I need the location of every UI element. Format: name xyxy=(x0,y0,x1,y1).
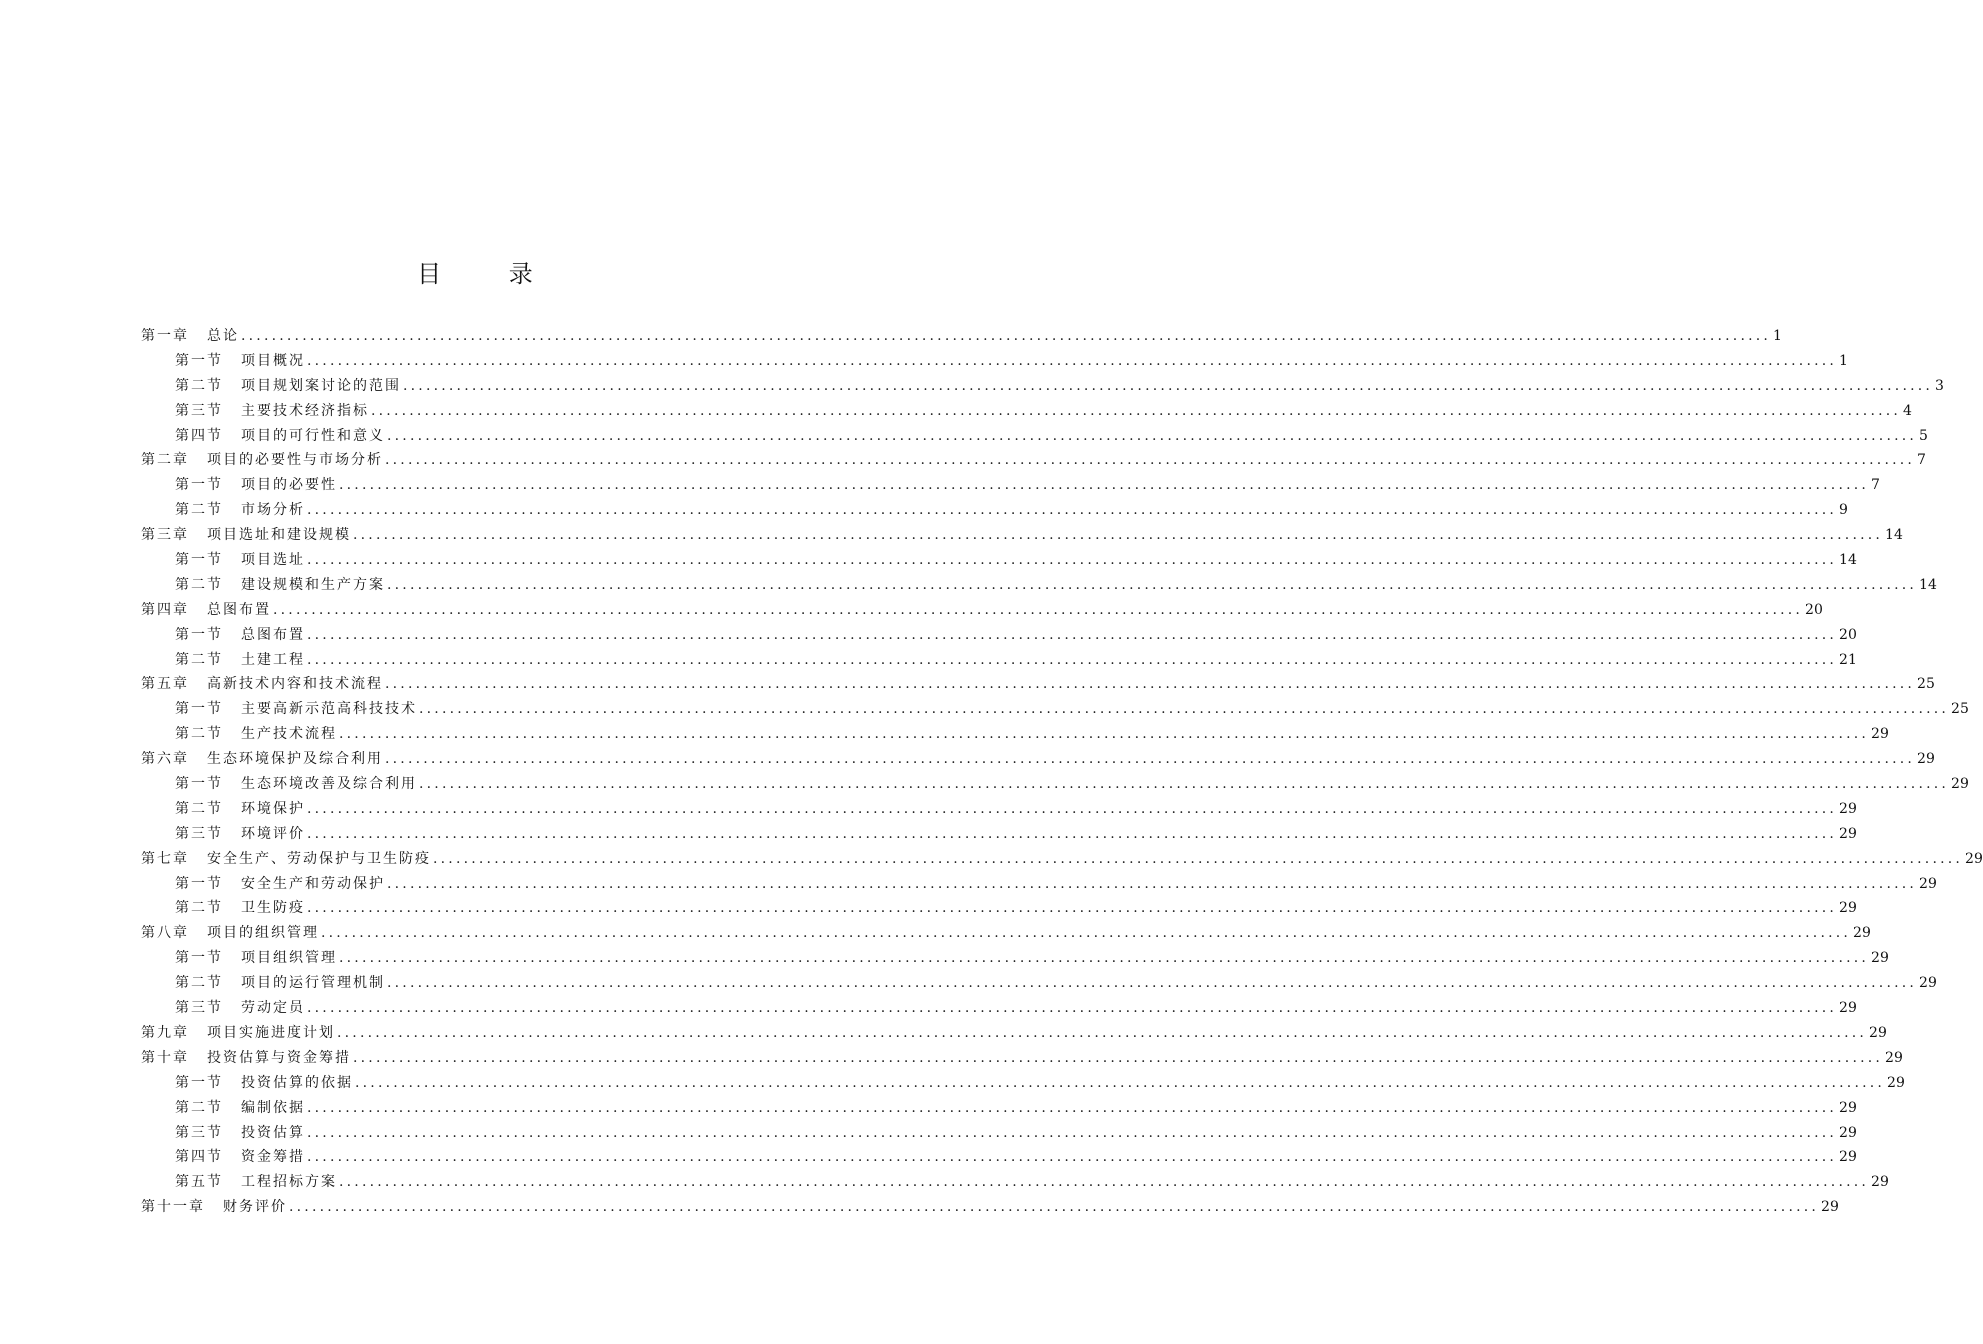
toc-entry-title: 资金筹措 xyxy=(241,1149,305,1166)
toc-section-entry[interactable] xyxy=(141,996,1857,1021)
toc-entry-number: 第四章 xyxy=(141,601,189,618)
toc-entry-number: 第七章 xyxy=(141,850,189,867)
toc-entry-number: 第六章 xyxy=(141,751,189,768)
toc-entry-number: 第三节 xyxy=(175,825,223,842)
toc-entry-number: 第二节 xyxy=(175,377,223,394)
toc-section-entry[interactable] xyxy=(141,1145,1857,1170)
toc-dot-leader: ........................................................................................................................................................................................................ xyxy=(307,1099,1838,1116)
toc-entry-number: 第一节 xyxy=(175,701,223,718)
toc-chapter-entry[interactable] xyxy=(141,1021,1887,1046)
toc-page-number: 29 xyxy=(1839,1124,1857,1141)
toc-entry-number: 第二节 xyxy=(175,502,223,519)
toc-entry-title: 项目实施进度计划 xyxy=(207,1024,335,1041)
toc-dot-leader: ........................................................................................................................................................................................................ xyxy=(385,676,1916,693)
page-title: 目 录 xyxy=(417,260,563,288)
toc-dot-leader: ........................................................................................................................................................................................................ xyxy=(307,502,1838,519)
toc-section-entry[interactable] xyxy=(141,623,1857,648)
toc-entry-title: 工程招标方案 xyxy=(241,1174,337,1191)
toc-entry-number: 第二章 xyxy=(141,452,189,469)
toc-page-number: 25 xyxy=(1951,701,1969,718)
toc-entry-title: 财务评价 xyxy=(223,1199,287,1216)
toc-dot-leader: ........................................................................................................................................................................................................ xyxy=(307,800,1838,817)
toc-page-number: 29 xyxy=(1919,875,1937,892)
toc-entry-number: 第二节 xyxy=(175,726,223,743)
toc-page-number: 14 xyxy=(1919,576,1937,593)
toc-entry-number: 第一节 xyxy=(175,1074,223,1091)
toc-entry-title: 总论 xyxy=(207,328,239,344)
toc-entry-number: 第一节 xyxy=(175,875,223,892)
toc-dot-leader: ........................................................................................................................................................................................................ xyxy=(307,626,1838,643)
toc-entry-title: 项目的可行性和意义 xyxy=(241,427,385,444)
toc-entry-title: 环境保护 xyxy=(241,800,305,817)
toc-page-number: 29 xyxy=(1919,975,1937,992)
toc-section-entry[interactable] xyxy=(141,374,1944,399)
toc-entry-number: 第二节 xyxy=(175,975,223,992)
toc-entry-number: 第一节 xyxy=(175,626,223,643)
toc-entry-title: 高新技术内容和技术流程 xyxy=(207,676,383,693)
toc-dot-leader: ........................................................................................................................................................................................................ xyxy=(339,726,1870,743)
toc-entry-number: 第二节 xyxy=(175,800,223,817)
toc-entry-number: 第三章 xyxy=(141,527,189,544)
toc-page-number: 14 xyxy=(1885,527,1903,544)
toc-entry-title: 项目的必要性 xyxy=(241,477,337,494)
table-of-contents xyxy=(141,324,1983,1220)
toc-section-entry[interactable] xyxy=(141,1096,1857,1121)
toc-section-entry[interactable] xyxy=(141,872,1937,897)
toc-dot-leader: ........................................................................................................................................................................................................ xyxy=(307,1000,1838,1017)
toc-section-entry[interactable] xyxy=(141,349,1848,374)
toc-entry-title: 主要技术经济指标 xyxy=(241,402,369,419)
toc-dot-leader: ........................................................................................................................................................................................................ xyxy=(241,328,1772,344)
toc-section-entry[interactable] xyxy=(141,772,1969,797)
toc-entry-title: 安全生产和劳动保护 xyxy=(241,875,385,892)
toc-section-entry[interactable] xyxy=(141,548,1857,573)
toc-entry-number: 第四节 xyxy=(175,1149,223,1166)
toc-entry-title: 项目选址 xyxy=(241,552,305,569)
toc-chapter-entry[interactable] xyxy=(141,324,1782,349)
toc-page-number: 9 xyxy=(1839,502,1848,519)
toc-entry-title: 市场分析 xyxy=(241,502,305,519)
toc-entry-title: 项目的必要性与市场分析 xyxy=(207,452,383,469)
toc-chapter-entry[interactable] xyxy=(141,1046,1903,1071)
toc-chapter-entry[interactable] xyxy=(141,448,1926,473)
toc-entry-number: 第二节 xyxy=(175,576,223,593)
toc-page-number: 20 xyxy=(1805,601,1823,618)
toc-entry-title: 总图布置 xyxy=(207,601,271,618)
toc-dot-leader: ........................................................................................................................................................................................................ xyxy=(337,1024,1868,1041)
toc-entry-number: 第二节 xyxy=(175,651,223,668)
toc-dot-leader: ........................................................................................................................................................................................................ xyxy=(387,427,1918,444)
toc-entry-title: 投资估算的依据 xyxy=(241,1074,353,1091)
toc-entry-number: 第三节 xyxy=(175,1000,223,1017)
toc-page-number: 14 xyxy=(1839,552,1857,569)
toc-page-number: 29 xyxy=(1821,1199,1839,1216)
toc-page-number: 29 xyxy=(1839,900,1857,917)
toc-entry-title: 安全生产、劳动保护与卫生防疫 xyxy=(207,850,431,867)
toc-entry-title: 主要高新示范高科技技术 xyxy=(241,701,417,718)
toc-section-entry[interactable] xyxy=(141,424,1928,449)
toc-dot-leader: ........................................................................................................................................................................................................ xyxy=(307,552,1838,569)
toc-dot-leader: ........................................................................................................................................................................................................ xyxy=(353,527,1884,544)
toc-entry-title: 生态环境改善及综合利用 xyxy=(241,776,417,793)
toc-dot-leader: ........................................................................................................................................................................................................ xyxy=(387,975,1918,992)
toc-section-entry[interactable] xyxy=(141,399,1912,424)
toc-dot-leader: ........................................................................................................................................................................................................ xyxy=(339,477,1870,494)
toc-entry-number: 第八章 xyxy=(141,925,189,942)
toc-dot-leader: ........................................................................................................................................................................................................ xyxy=(355,1074,1886,1091)
toc-dot-leader: ........................................................................................................................................................................................................ xyxy=(385,452,1916,469)
toc-section-entry[interactable] xyxy=(141,822,1857,847)
toc-page-number: 7 xyxy=(1917,452,1926,469)
toc-dot-leader: ........................................................................................................................................................................................................ xyxy=(433,850,1964,867)
toc-entry-title: 项目概况 xyxy=(241,352,305,369)
toc-page-number: 1 xyxy=(1773,328,1782,344)
toc-section-entry[interactable] xyxy=(141,697,1969,722)
toc-entry-title: 劳动定员 xyxy=(241,1000,305,1017)
toc-page-number: 29 xyxy=(1871,1174,1889,1191)
toc-entry-title: 编制依据 xyxy=(241,1099,305,1116)
toc-dot-leader: ........................................................................................................................................................................................................ xyxy=(307,1149,1838,1166)
toc-dot-leader: ........................................................................................................................................................................................................ xyxy=(307,1124,1838,1141)
toc-entry-title: 项目的运行管理机制 xyxy=(241,975,385,992)
toc-dot-leader: ........................................................................................................................................................................................................ xyxy=(387,576,1918,593)
toc-dot-leader: ........................................................................................................................................................................................................ xyxy=(403,377,1934,394)
toc-page-number: 29 xyxy=(1871,950,1889,967)
toc-entry-title: 项目选址和建设规模 xyxy=(207,527,351,544)
toc-section-entry[interactable] xyxy=(141,498,1848,523)
toc-page-number: 29 xyxy=(1839,1149,1857,1166)
toc-section-entry[interactable] xyxy=(141,722,1889,747)
toc-page-number: 29 xyxy=(1885,1049,1903,1066)
toc-entry-title: 卫生防疫 xyxy=(241,900,305,917)
toc-entry-title: 项目组织管理 xyxy=(241,950,337,967)
toc-page-number: 7 xyxy=(1871,477,1880,494)
toc-entry-title: 总图布置 xyxy=(241,626,305,643)
toc-page-number: 25 xyxy=(1917,676,1935,693)
toc-entry-title: 土建工程 xyxy=(241,651,305,668)
toc-dot-leader: ........................................................................................................................................................................................................ xyxy=(289,1199,1820,1216)
toc-dot-leader: ........................................................................................................................................................................................................ xyxy=(371,402,1902,419)
toc-chapter-entry[interactable] xyxy=(141,1195,1839,1220)
toc-entry-number: 第十一章 xyxy=(141,1199,205,1216)
toc-entry-title: 生态环境保护及综合利用 xyxy=(207,751,383,768)
toc-section-entry[interactable] xyxy=(141,1121,1857,1146)
toc-entry-title: 投资估算 xyxy=(241,1124,305,1141)
toc-entry-number: 第一节 xyxy=(175,950,223,967)
toc-dot-leader: ........................................................................................................................................................................................................ xyxy=(339,950,1870,967)
toc-dot-leader: ........................................................................................................................................................................................................ xyxy=(273,601,1804,618)
toc-entry-title: 投资估算与资金筹措 xyxy=(207,1049,351,1066)
toc-dot-leader: ........................................................................................................................................................................................................ xyxy=(307,900,1838,917)
toc-page-number: 20 xyxy=(1839,626,1857,643)
toc-section-entry[interactable] xyxy=(141,971,1937,996)
toc-entry-number: 第三节 xyxy=(175,1124,223,1141)
toc-entry-title: 项目规划案讨论的范围 xyxy=(241,377,401,394)
toc-entry-number: 第一节 xyxy=(175,552,223,569)
toc-page-number: 29 xyxy=(1887,1074,1905,1091)
toc-chapter-entry[interactable] xyxy=(141,672,1935,697)
toc-page-number: 3 xyxy=(1935,377,1944,394)
toc-section-entry[interactable] xyxy=(141,1071,1905,1096)
toc-dot-leader: ........................................................................................................................................................................................................ xyxy=(307,825,1838,842)
toc-dot-leader: ........................................................................................................................................................................................................ xyxy=(321,925,1852,942)
toc-entry-title: 环境评价 xyxy=(241,825,305,842)
toc-page-number: 4 xyxy=(1903,402,1912,419)
toc-page-number: 29 xyxy=(1853,925,1871,942)
toc-page-number: 29 xyxy=(1869,1024,1887,1041)
toc-page-number: 1 xyxy=(1839,352,1848,369)
toc-chapter-entry[interactable] xyxy=(141,747,1935,772)
toc-page-number: 21 xyxy=(1839,651,1857,668)
toc-section-entry[interactable] xyxy=(141,797,1857,822)
toc-entry-number: 第三节 xyxy=(175,402,223,419)
toc-page-number: 29 xyxy=(1951,776,1969,793)
toc-entry-number: 第二节 xyxy=(175,900,223,917)
toc-dot-leader: ........................................................................................................................................................................................................ xyxy=(339,1174,1870,1191)
toc-section-entry[interactable] xyxy=(141,1170,1889,1195)
toc-entry-number: 第一章 xyxy=(141,328,189,344)
toc-page-number: 29 xyxy=(1839,1000,1857,1017)
toc-chapter-entry[interactable] xyxy=(141,598,1823,623)
toc-entry-number: 第四节 xyxy=(175,427,223,444)
toc-entry-title: 建设规模和生产方案 xyxy=(241,576,385,593)
toc-entry-title: 项目的组织管理 xyxy=(207,925,319,942)
toc-page-number: 29 xyxy=(1839,825,1857,842)
toc-page-number: 29 xyxy=(1965,850,1983,867)
toc-entry-title: 生产技术流程 xyxy=(241,726,337,743)
toc-dot-leader: ........................................................................................................................................................................................................ xyxy=(353,1049,1884,1066)
toc-dot-leader: ........................................................................................................................................................................................................ xyxy=(307,352,1838,369)
toc-page-number: 29 xyxy=(1917,751,1935,768)
toc-chapter-entry[interactable] xyxy=(141,921,1871,946)
toc-chapter-entry[interactable] xyxy=(141,847,1983,872)
toc-section-entry[interactable] xyxy=(141,473,1880,498)
toc-entry-number: 第一节 xyxy=(175,352,223,369)
toc-chapter-entry[interactable] xyxy=(141,523,1903,548)
toc-entry-number: 第九章 xyxy=(141,1024,189,1041)
toc-page-number: 5 xyxy=(1919,427,1928,444)
toc-page-number: 29 xyxy=(1839,800,1857,817)
toc-entry-number: 第二节 xyxy=(175,1099,223,1116)
toc-page-number: 29 xyxy=(1839,1099,1857,1116)
toc-entry-number: 第五章 xyxy=(141,676,189,693)
toc-dot-leader: ........................................................................................................................................................................................................ xyxy=(387,875,1918,892)
toc-section-entry[interactable] xyxy=(141,946,1889,971)
toc-section-entry[interactable] xyxy=(141,896,1857,921)
toc-entry-number: 第五节 xyxy=(175,1174,223,1191)
toc-section-entry[interactable] xyxy=(141,573,1937,598)
toc-entry-number: 第一节 xyxy=(175,776,223,793)
toc-section-entry[interactable] xyxy=(141,648,1857,673)
toc-dot-leader: ........................................................................................................................................................................................................ xyxy=(419,776,1950,793)
toc-entry-number: 第十章 xyxy=(141,1049,189,1066)
toc-dot-leader: ........................................................................................................................................................................................................ xyxy=(419,701,1950,718)
toc-entry-number: 第一节 xyxy=(175,477,223,494)
toc-dot-leader: ........................................................................................................................................................................................................ xyxy=(385,751,1916,768)
toc-dot-leader: ........................................................................................................................................................................................................ xyxy=(307,651,1838,668)
toc-page-number: 29 xyxy=(1871,726,1889,743)
